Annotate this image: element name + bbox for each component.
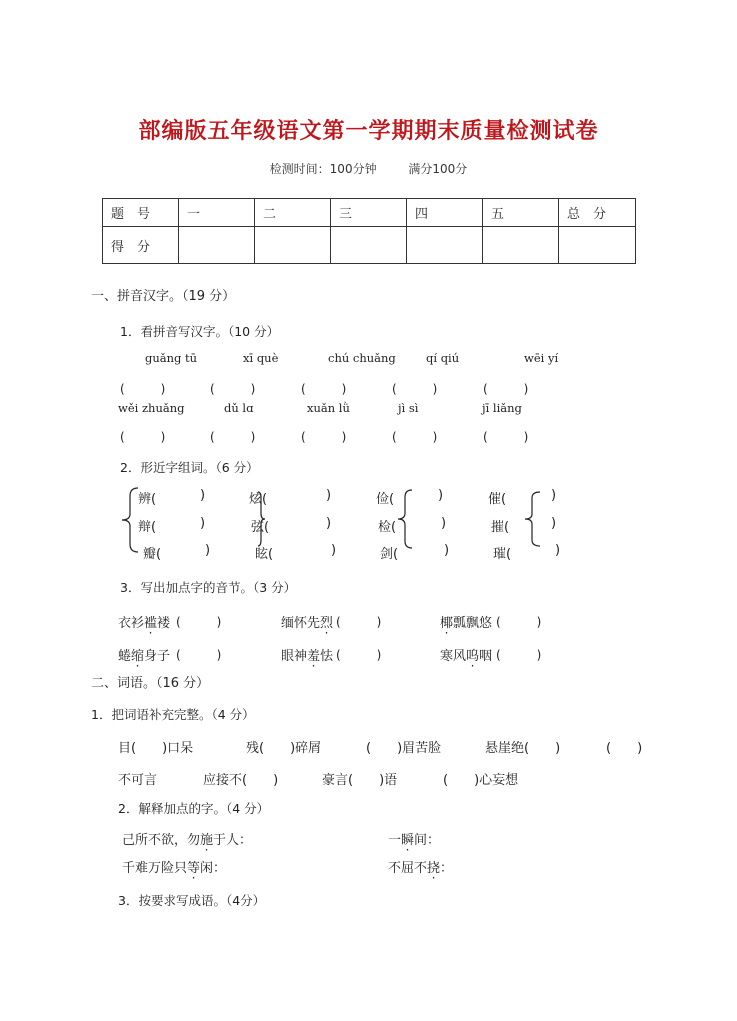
score-header-cell: 题 号 — [103, 199, 179, 227]
char-item: 璀( — [493, 547, 512, 562]
left-brace-icon — [522, 490, 542, 548]
idiom-fill[interactable]: ( ) — [606, 741, 643, 756]
char-item: 催( — [488, 492, 507, 507]
char-item: 摧( — [491, 520, 510, 535]
pinyin: wěi zhuǎng — [118, 401, 185, 415]
idiom-fill[interactable]: 残( )碎屑 — [246, 741, 322, 756]
left-brace-icon — [396, 488, 414, 550]
score-cell[interactable] — [483, 227, 559, 264]
answer-blank[interactable]: ( ) — [496, 648, 542, 662]
char-item: 眩( — [255, 547, 274, 562]
idiom-fill[interactable]: 豪言( )语 — [322, 773, 398, 788]
word-post: 瓢飘悠 — [453, 616, 493, 631]
exam-time: 检测时间：100分钟 — [269, 162, 377, 176]
char-item: 辩( — [138, 520, 157, 535]
pinyin: qí qiú — [426, 351, 460, 365]
pinyin: dǔ lɑ — [224, 401, 254, 415]
char-item: 炫( — [249, 492, 268, 507]
word-post: 间： — [414, 833, 441, 848]
answer-blank[interactable]: ( ) — [483, 382, 529, 396]
pinyin: guǎng tū — [145, 351, 198, 365]
pinyin: xī què — [243, 351, 279, 365]
page-title: 部编版五年级语文第一学期期末质量检测试卷 — [138, 119, 599, 144]
s2-q1-heading: 1．把词语补充完整。（4 分） — [91, 707, 255, 722]
word-pre: 一 — [388, 833, 402, 848]
idiom-fill[interactable]: ( )心妄想 — [443, 773, 519, 788]
s2-q3-heading: 3．按要求写成语。（4分） — [118, 893, 266, 908]
s2-q2-heading: 2．解释加点的字。（4 分） — [118, 801, 270, 816]
left-brace-icon — [118, 486, 140, 554]
answer-blank[interactable]: ( ) — [392, 382, 438, 396]
s1-q2-heading: 2．形近字组词。（6 分） — [120, 460, 259, 475]
score-cell[interactable] — [255, 227, 331, 264]
char-item: 剑( — [380, 547, 399, 562]
idiom-fill[interactable]: 不可言 — [118, 773, 158, 788]
char-close: ) — [200, 488, 206, 503]
char-close: ) — [200, 516, 206, 531]
s1-q1-heading: 1．看拼音写汉字。（10 分） — [120, 324, 280, 339]
char-close: ) — [444, 543, 450, 558]
score-table — [102, 198, 636, 264]
char-item: 检( — [378, 520, 397, 535]
pinyin: xuǎn lǜ — [307, 401, 350, 415]
char-close: ) — [551, 488, 557, 503]
dotted-word — [281, 645, 333, 664]
word-post: 怯 — [320, 649, 334, 664]
score-header-cell: 四 — [407, 199, 483, 227]
idiom-fill[interactable]: 应接不( ) — [203, 773, 279, 788]
dotted-char: 挠 — [427, 861, 441, 876]
answer-blank[interactable]: ( ) — [120, 382, 166, 396]
score-header-cell: 三 — [331, 199, 407, 227]
word-post: 身子 — [144, 649, 171, 664]
word-pre: 眼神 — [281, 649, 308, 664]
char-item: 弦( — [251, 520, 270, 535]
answer-blank[interactable]: ( ) — [120, 430, 166, 444]
word-pre: 千难万险只 — [122, 861, 188, 876]
word-post: 闲： — [200, 861, 227, 876]
answer-blank[interactable]: ( ) — [176, 615, 222, 629]
pinyin: jī liǎng — [482, 401, 522, 415]
dotted-word — [118, 612, 170, 631]
s1-q3-heading: 3．写出加点字的音节。（3 分） — [120, 580, 297, 595]
answer-blank[interactable]: ( ) — [496, 615, 542, 629]
answer-blank[interactable]: ( ) — [210, 430, 256, 444]
dotted-char: 呜 — [466, 649, 480, 664]
score-table-row — [103, 227, 636, 264]
dotted-word — [281, 612, 333, 631]
answer-blank[interactable]: ( ) — [336, 648, 382, 662]
char-item: 瓣( — [143, 547, 162, 562]
score-table-header — [103, 199, 636, 227]
score-cell[interactable] — [559, 227, 636, 264]
explain-item — [388, 829, 440, 848]
explain-item — [122, 857, 226, 876]
dotted-char: 施 — [200, 833, 214, 848]
char-close: ) — [438, 488, 444, 503]
char-close: ) — [326, 516, 332, 531]
char-close: ) — [331, 543, 337, 558]
idiom-fill[interactable]: ( )眉苦脸 — [366, 741, 442, 756]
char-close: ) — [551, 516, 557, 531]
dotted-word — [440, 645, 492, 664]
exam-meta — [0, 160, 737, 177]
answer-blank[interactable]: ( ) — [210, 382, 256, 396]
dotted-char: 褴 — [144, 616, 158, 631]
word-pre: 不屈不 — [388, 861, 428, 876]
char-close: ) — [326, 488, 332, 503]
answer-blank[interactable]: ( ) — [301, 382, 347, 396]
answer-blank[interactable]: ( ) — [392, 430, 438, 444]
answer-blank[interactable]: ( ) — [483, 430, 529, 444]
score-header-cell: 一 — [179, 199, 255, 227]
score-header-cell: 五 — [483, 199, 559, 227]
score-row-label: 得 分 — [103, 227, 179, 264]
word-pre: 蜷 — [118, 649, 132, 664]
char-item: 俭( — [376, 492, 395, 507]
dotted-word — [118, 645, 170, 664]
char-item: 辨( — [138, 492, 157, 507]
explain-item — [388, 857, 453, 876]
dotted-char: 瞬 — [401, 833, 415, 848]
answer-blank[interactable]: ( ) — [176, 648, 222, 662]
dotted-word — [440, 612, 492, 631]
pinyin: wēi yí — [524, 351, 559, 365]
exam-full-score: 满分100分 — [408, 162, 468, 176]
word-post: 褛 — [157, 616, 171, 631]
score-header-cell: 二 — [255, 199, 331, 227]
word-pre: 己所不欲，勿 — [122, 833, 201, 848]
dotted-char: 烈 — [320, 616, 334, 631]
idiom-fill[interactable]: 目( )口呆 — [118, 741, 194, 756]
word-pre: 衣衫 — [118, 616, 145, 631]
word-pre: 寒风 — [440, 649, 467, 664]
score-cell[interactable] — [407, 227, 483, 264]
dotted-char: 缩 — [131, 649, 145, 664]
explain-item — [122, 829, 252, 848]
section2-heading: 二、词语。（16 分） — [91, 676, 210, 691]
pinyin: chú chuǎng — [328, 351, 396, 365]
dotted-char: 等 — [187, 861, 201, 876]
dotted-char: 羞 — [307, 649, 321, 664]
idiom-fill[interactable]: 悬崖绝( ) — [485, 741, 561, 756]
score-cell[interactable] — [179, 227, 255, 264]
word-post: ： — [440, 861, 454, 876]
char-close: ) — [441, 516, 447, 531]
answer-blank[interactable]: ( ) — [301, 430, 347, 444]
char-close: ) — [555, 543, 561, 558]
section1-heading: 一、拼音汉字。（19 分） — [91, 289, 236, 304]
score-header-cell: 总 分 — [559, 199, 636, 227]
dotted-char: 椰 — [440, 616, 454, 631]
word-pre: 缅怀先 — [281, 616, 321, 631]
word-post: 于人： — [213, 833, 253, 848]
score-cell[interactable] — [331, 227, 407, 264]
answer-blank[interactable]: ( ) — [336, 615, 382, 629]
char-close: ) — [205, 543, 211, 558]
pinyin: jì sì — [398, 401, 419, 415]
word-post: 咽 — [479, 649, 493, 664]
